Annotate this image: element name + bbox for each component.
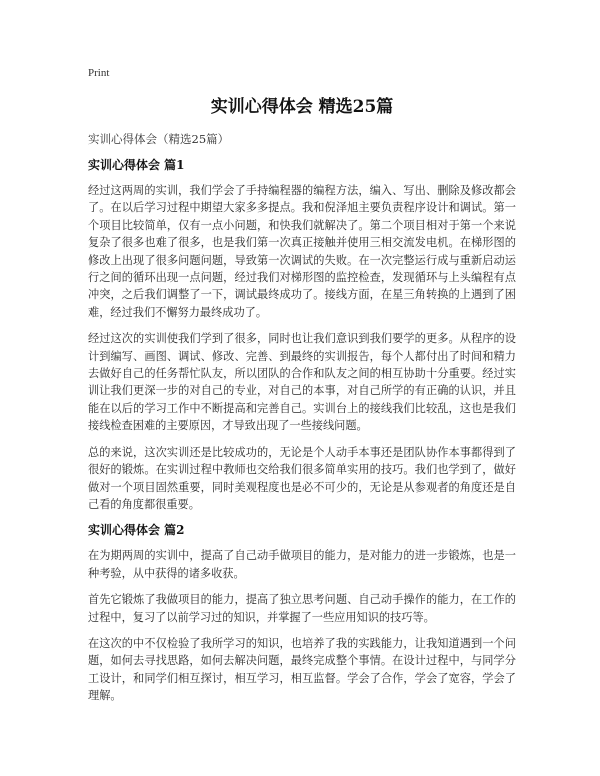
paragraph: 总的来说，这次实训还是比较成功的，无论是个人动手本事还是团队协作本事都得到了很好的锻炼。在实训过程中教师也交给我们很多简单实用的技巧。我们也学到了，做好做对一个项目固然重要，同时美观程度也是必不可少的，无论是从参观者的角度还是自己看的角度都很重要。	[88, 445, 516, 511]
paragraph: 在这次的中不仅检验了我所学习的知识，也培养了我的实践能力，让我知道遇到一个问题，如何去寻找思路，如何去解决问题，最终完成整个事情。在设计过程中，与同学分工设计，和同学们相互探讨，相互学习，相互监督。学会了合作，学会了宽容，学会了理解。	[88, 636, 516, 703]
print-label[interactable]: Print	[88, 67, 110, 79]
section-1	[88, 157, 516, 513]
document-title: 实训心得体会 精选25篇	[210, 97, 394, 117]
paragraph: 首先它锻炼了我做项目的能力，提高了独立思考问题、自己动手操作的能力，在工作的过程中，复习了以前学习过的知识，并掌握了一些应用知识的技巧等。	[88, 593, 516, 624]
paragraph: 在为期两周的实训中，提高了自己动手做项目的能力，是对能力的进一步锻炼，也是一种考验，从中获得的诸多收获。	[88, 549, 516, 580]
section-2	[88, 522, 516, 704]
section-heading: 实训心得体会 篇1	[88, 158, 185, 172]
paragraph: 经过这次的实训使我们学到了很多，同时也让我们意识到我们要学的更多。从程序的设计到编写、画图、调试、修改、完善、到最终的实训报告，每个人都付出了时间和精力去做好自己的任务帮忙队友，所以团队的合作和队友之间的相互协助十分重要。经过实训让我们更深一步的对自己的专业，对自己的本事，对自己所学的有正确的认识，并且能在以后的学习工作中不断提高和完善自己。实训台上的接线我们比较乱，这也是我们接线检查困难的主要原因，才导致出现了一些接线问题。	[88, 332, 516, 433]
section-heading: 实训心得体会 篇2	[88, 523, 185, 538]
document-subtitle: 实训心得体会（精选25篇）	[88, 132, 230, 146]
paragraph: 经过这两周的实训，我们学会了手持编程器的编程方法，编入、写出、删除及修改都会了。在以后学习过程中期望大家多多提点。我和倪泽旭主要负责程序设计和调试。第一个项目比较简单，仅有一点小问题，和快我们就解决了。第二个项目相对于第一个来说复杂了很多也难了很多，也是我们第一次真正接触并使用三相交流发电机。在梯形图的修改上出现了很多问题问题，导致第一次调试的失败。在一次完整运行成与重新启动运行之间的循环出现一点问题，经过我们对梯形图的监控检查，发现循环与上头编程有点冲突，之后我们调整了一下，调试最终成功了。接线方面，在星三角转换的上遇到了困难，经过我们不懈努力最终成功了。	[88, 184, 516, 319]
document-page	[88, 66, 516, 714]
